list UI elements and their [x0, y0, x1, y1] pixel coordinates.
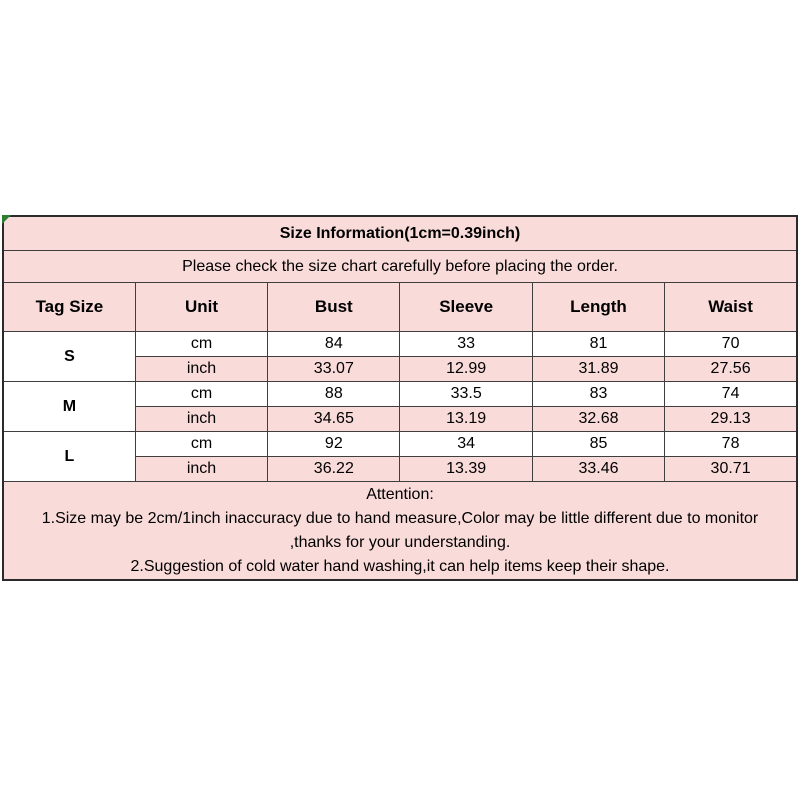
cell-s-length-inch: 31.89	[532, 357, 664, 382]
cell-m-bust-inch: 34.65	[268, 407, 400, 432]
column-header-length: Length	[532, 283, 664, 332]
unit-label-cm: cm	[135, 432, 267, 457]
column-header-unit: Unit	[135, 283, 267, 332]
table-row-m-cm	[3, 382, 797, 407]
cell-s-bust-cm: 84	[268, 332, 400, 357]
table-title: Size Information(1cm=0.39inch)	[3, 216, 797, 251]
column-header-bust: Bust	[268, 283, 400, 332]
title-row	[3, 216, 797, 251]
cell-l-length-cm: 85	[532, 432, 664, 457]
cell-m-sleeve-cm: 33.5	[400, 382, 532, 407]
cell-m-bust-cm: 88	[268, 382, 400, 407]
cell-m-waist-inch: 29.13	[665, 407, 797, 432]
attention-row	[3, 482, 797, 581]
cell-s-sleeve-cm: 33	[400, 332, 532, 357]
cell-s-bust-inch: 33.07	[268, 357, 400, 382]
cell-l-sleeve-cm: 34	[400, 432, 532, 457]
cell-l-waist-cm: 78	[665, 432, 797, 457]
unit-label-cm: cm	[135, 382, 267, 407]
size-tag-s: S	[3, 332, 135, 382]
attention-heading: Attention:	[366, 485, 434, 503]
unit-label-inch: inch	[135, 407, 267, 432]
cell-s-sleeve-inch: 12.99	[400, 357, 532, 382]
cell-s-length-cm: 81	[532, 332, 664, 357]
cell-m-waist-cm: 74	[665, 382, 797, 407]
cell-m-length-inch: 32.68	[532, 407, 664, 432]
column-header-sleeve: Sleeve	[400, 283, 532, 332]
cell-m-sleeve-inch: 13.19	[400, 407, 532, 432]
cell-l-bust-inch: 36.22	[268, 457, 400, 482]
column-header-tag-size: Tag Size	[3, 283, 135, 332]
unit-label-inch: inch	[135, 357, 267, 382]
size-tag-l: L	[3, 432, 135, 482]
cell-s-waist-cm: 70	[665, 332, 797, 357]
size-table	[2, 215, 798, 581]
cell-l-bust-cm: 92	[268, 432, 400, 457]
subtitle-row	[3, 251, 797, 283]
attention-line-3: 2.Suggestion of cold water hand washing,it can help items keep their shape.	[130, 557, 670, 575]
table-subtitle: Please check the size chart carefully before placing the order.	[3, 251, 797, 283]
cell-m-length-cm: 83	[532, 382, 664, 407]
attention-line-2: ,thanks for your understanding.	[289, 533, 511, 551]
size-tag-m: M	[3, 382, 135, 432]
unit-label-inch: inch	[135, 457, 267, 482]
cell-l-waist-inch: 30.71	[665, 457, 797, 482]
attention-note	[3, 482, 797, 581]
cell-l-sleeve-inch: 13.39	[400, 457, 532, 482]
unit-label-cm: cm	[135, 332, 267, 357]
attention-line-1: 1.Size may be 2cm/1inch inaccuracy due to hand measure,Color may be little different due to monitor	[41, 509, 759, 527]
header-row	[3, 283, 797, 332]
cell-l-length-inch: 33.46	[532, 457, 664, 482]
table-row-s-cm	[3, 332, 797, 357]
column-header-waist: Waist	[665, 283, 797, 332]
cell-s-waist-inch: 27.56	[665, 357, 797, 382]
table-row-l-cm	[3, 432, 797, 457]
